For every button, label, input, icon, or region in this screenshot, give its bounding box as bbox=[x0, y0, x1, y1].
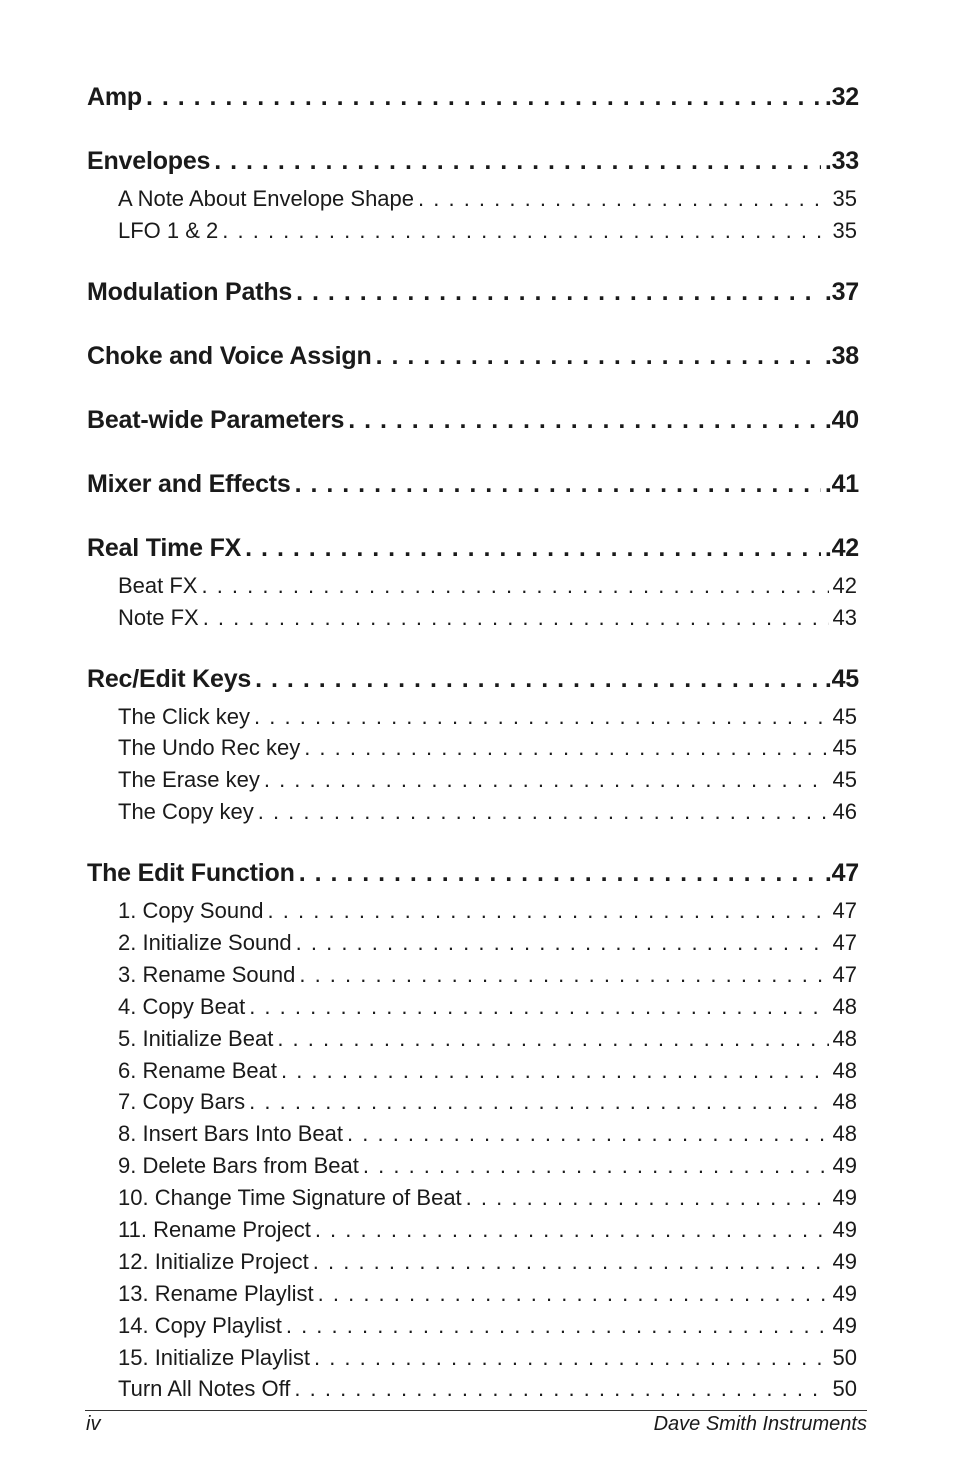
toc-entry-title: 9. Delete Bars from Beat bbox=[118, 1153, 359, 1179]
toc-entry bbox=[118, 570, 857, 602]
toc-entry bbox=[118, 959, 857, 991]
toc-entry bbox=[118, 1023, 857, 1055]
dot-leader bbox=[254, 701, 828, 733]
toc-entry bbox=[118, 1055, 857, 1087]
dot-leader bbox=[245, 529, 821, 567]
dot-leader bbox=[315, 1214, 829, 1246]
toc-entry-page: 49 bbox=[832, 1185, 857, 1211]
toc-entry bbox=[118, 602, 857, 634]
toc-section bbox=[87, 529, 859, 567]
toc-section bbox=[87, 273, 859, 311]
dot-leader bbox=[249, 1086, 828, 1118]
toc-entry bbox=[118, 215, 857, 247]
toc-section-page: .33 bbox=[824, 147, 859, 175]
footer-rule bbox=[85, 1410, 867, 1411]
toc-entry-page: 35 bbox=[832, 217, 857, 243]
toc-entry-title: The Copy key bbox=[118, 799, 254, 825]
toc-entry bbox=[118, 1310, 857, 1342]
toc-entry bbox=[118, 1086, 857, 1118]
dot-leader bbox=[264, 764, 829, 796]
toc-section-title: Choke and Voice Assign bbox=[87, 341, 372, 370]
page-number: iv bbox=[86, 1413, 101, 1435]
toc-section-page: .47 bbox=[824, 859, 859, 888]
toc-entry-page: 47 bbox=[832, 898, 857, 924]
toc-section-page: .41 bbox=[824, 469, 859, 498]
dot-leader bbox=[314, 1342, 829, 1374]
table-of-contents bbox=[87, 78, 859, 1405]
dot-leader bbox=[376, 337, 821, 375]
dot-leader bbox=[318, 1278, 829, 1310]
toc-entry-title: 1. Copy Sound bbox=[118, 898, 264, 924]
toc-section-title: The Edit Function bbox=[87, 859, 295, 888]
dot-leader bbox=[466, 1182, 829, 1214]
toc-entry-title: Note FX bbox=[118, 604, 199, 630]
toc-entry-title: The Undo Rec key bbox=[118, 735, 301, 761]
toc-section-title: Mixer and Effects bbox=[87, 469, 291, 498]
toc-entry-title: The Click key bbox=[118, 703, 251, 729]
toc-entry-page: 48 bbox=[832, 1025, 857, 1051]
toc-section-page: .42 bbox=[824, 533, 859, 562]
toc-entry-page: 45 bbox=[832, 767, 857, 793]
toc-section-page: .32 bbox=[824, 83, 859, 111]
dot-leader bbox=[313, 1246, 829, 1278]
dot-leader bbox=[255, 660, 821, 698]
dot-leader bbox=[146, 78, 821, 116]
toc-entry bbox=[118, 1278, 857, 1310]
toc-entry-page: 47 bbox=[832, 961, 857, 987]
dot-leader bbox=[348, 401, 821, 439]
dot-leader bbox=[277, 1023, 828, 1055]
toc-section-page: .45 bbox=[824, 664, 859, 693]
toc-section-page: .37 bbox=[824, 277, 859, 306]
toc-section-title: Modulation Paths bbox=[87, 277, 293, 306]
toc-entry-page: 49 bbox=[832, 1312, 857, 1338]
toc-entry-page: 42 bbox=[832, 572, 857, 598]
toc-section bbox=[87, 337, 859, 375]
toc-section bbox=[87, 142, 859, 180]
toc-section-title: Envelopes bbox=[87, 147, 211, 175]
toc-entry bbox=[118, 1182, 857, 1214]
toc-entry bbox=[118, 732, 857, 764]
dot-leader bbox=[258, 796, 829, 828]
toc-entry-title: 5. Initialize Beat bbox=[118, 1025, 274, 1051]
dot-leader bbox=[268, 895, 829, 927]
toc-entry bbox=[118, 796, 857, 828]
dot-leader bbox=[214, 142, 821, 180]
dot-leader bbox=[249, 991, 828, 1023]
toc-entry bbox=[118, 183, 857, 215]
toc-entry-title: The Erase key bbox=[118, 767, 260, 793]
toc-section-title: Rec/Edit Keys bbox=[87, 664, 252, 693]
toc-entry bbox=[118, 1150, 857, 1182]
toc-section-title: Real Time FX bbox=[87, 533, 242, 562]
toc-section bbox=[87, 660, 859, 698]
toc-entry bbox=[118, 1214, 857, 1246]
toc-entry bbox=[118, 701, 857, 733]
toc-section bbox=[87, 401, 859, 439]
toc-section-page: .40 bbox=[824, 405, 859, 434]
dot-leader bbox=[294, 1373, 828, 1405]
footer-company: Dave Smith Instruments bbox=[653, 1413, 867, 1435]
toc-entry-page: 49 bbox=[832, 1248, 857, 1274]
toc-entry bbox=[118, 1118, 857, 1150]
toc-entry bbox=[118, 1342, 857, 1374]
toc-entry-title: Beat FX bbox=[118, 572, 198, 598]
toc-entry-page: 48 bbox=[832, 1057, 857, 1083]
toc-section-title: Amp bbox=[87, 83, 142, 111]
toc-entry-page: 46 bbox=[832, 799, 857, 825]
toc-entry-title: 11. Rename Project bbox=[118, 1217, 311, 1243]
toc-entry bbox=[118, 1373, 857, 1405]
toc-entry-page: 49 bbox=[832, 1280, 857, 1306]
toc-section bbox=[87, 78, 859, 116]
toc-section bbox=[87, 854, 859, 892]
toc-entry bbox=[118, 1246, 857, 1278]
dot-leader bbox=[304, 732, 828, 764]
toc-entry-title: A Note About Envelope Shape bbox=[118, 186, 415, 211]
toc-entry-title: 4. Copy Beat bbox=[118, 993, 246, 1019]
toc-entry-page: 49 bbox=[832, 1153, 857, 1179]
toc-entry-title: 3. Rename Sound bbox=[118, 961, 296, 987]
dot-leader bbox=[201, 570, 828, 602]
dot-leader bbox=[203, 602, 829, 634]
dot-leader bbox=[295, 465, 821, 503]
toc-entry bbox=[118, 895, 857, 927]
toc-entry-title: 10. Change Time Signature of Beat bbox=[118, 1185, 462, 1211]
dot-leader bbox=[222, 215, 828, 247]
toc-section-page: .38 bbox=[824, 341, 859, 370]
dot-leader bbox=[299, 854, 821, 892]
toc-entry-title: LFO 1 & 2 bbox=[118, 217, 219, 243]
toc-entry-title: 6. Rename Beat bbox=[118, 1057, 277, 1083]
dot-leader bbox=[296, 927, 829, 959]
dot-leader bbox=[363, 1150, 829, 1182]
toc-entry bbox=[118, 764, 857, 796]
toc-entry-page: 49 bbox=[832, 1217, 857, 1243]
toc-entry-page: 47 bbox=[832, 930, 857, 956]
dot-leader bbox=[418, 183, 829, 215]
toc-entry-page: 48 bbox=[832, 1089, 857, 1115]
toc-section bbox=[87, 465, 859, 503]
toc-entry-page: 48 bbox=[832, 993, 857, 1019]
toc-entry-page: 45 bbox=[832, 703, 857, 729]
dot-leader bbox=[281, 1055, 829, 1087]
toc-entry-title: Turn All Notes Off bbox=[118, 1376, 291, 1402]
dot-leader bbox=[347, 1118, 829, 1150]
toc-entry-title: 12. Initialize Project bbox=[118, 1248, 309, 1274]
toc-section-title: Beat-wide Parameters bbox=[87, 405, 345, 434]
dot-leader bbox=[296, 273, 821, 311]
toc-entry-title: 2. Initialize Sound bbox=[118, 930, 292, 956]
toc-entry-page: 45 bbox=[832, 735, 857, 761]
toc-entry-title: 8. Insert Bars Into Beat bbox=[118, 1121, 344, 1147]
toc-entry-title: 14. Copy Playlist bbox=[118, 1312, 282, 1338]
toc-entry-page: 48 bbox=[832, 1121, 857, 1147]
toc-entry bbox=[118, 927, 857, 959]
toc-entry-title: 7. Copy Bars bbox=[118, 1089, 246, 1115]
dot-leader bbox=[286, 1310, 829, 1342]
toc-entry-page: 35 bbox=[832, 186, 857, 211]
toc-entry-page: 50 bbox=[832, 1376, 857, 1402]
toc-entry bbox=[118, 991, 857, 1023]
toc-entry-title: 13. Rename Playlist bbox=[118, 1280, 314, 1306]
toc-entry-page: 50 bbox=[832, 1344, 857, 1370]
toc-entry-page: 43 bbox=[832, 604, 857, 630]
dot-leader bbox=[299, 959, 828, 991]
toc-entry-title: 15. Initialize Playlist bbox=[118, 1344, 310, 1370]
